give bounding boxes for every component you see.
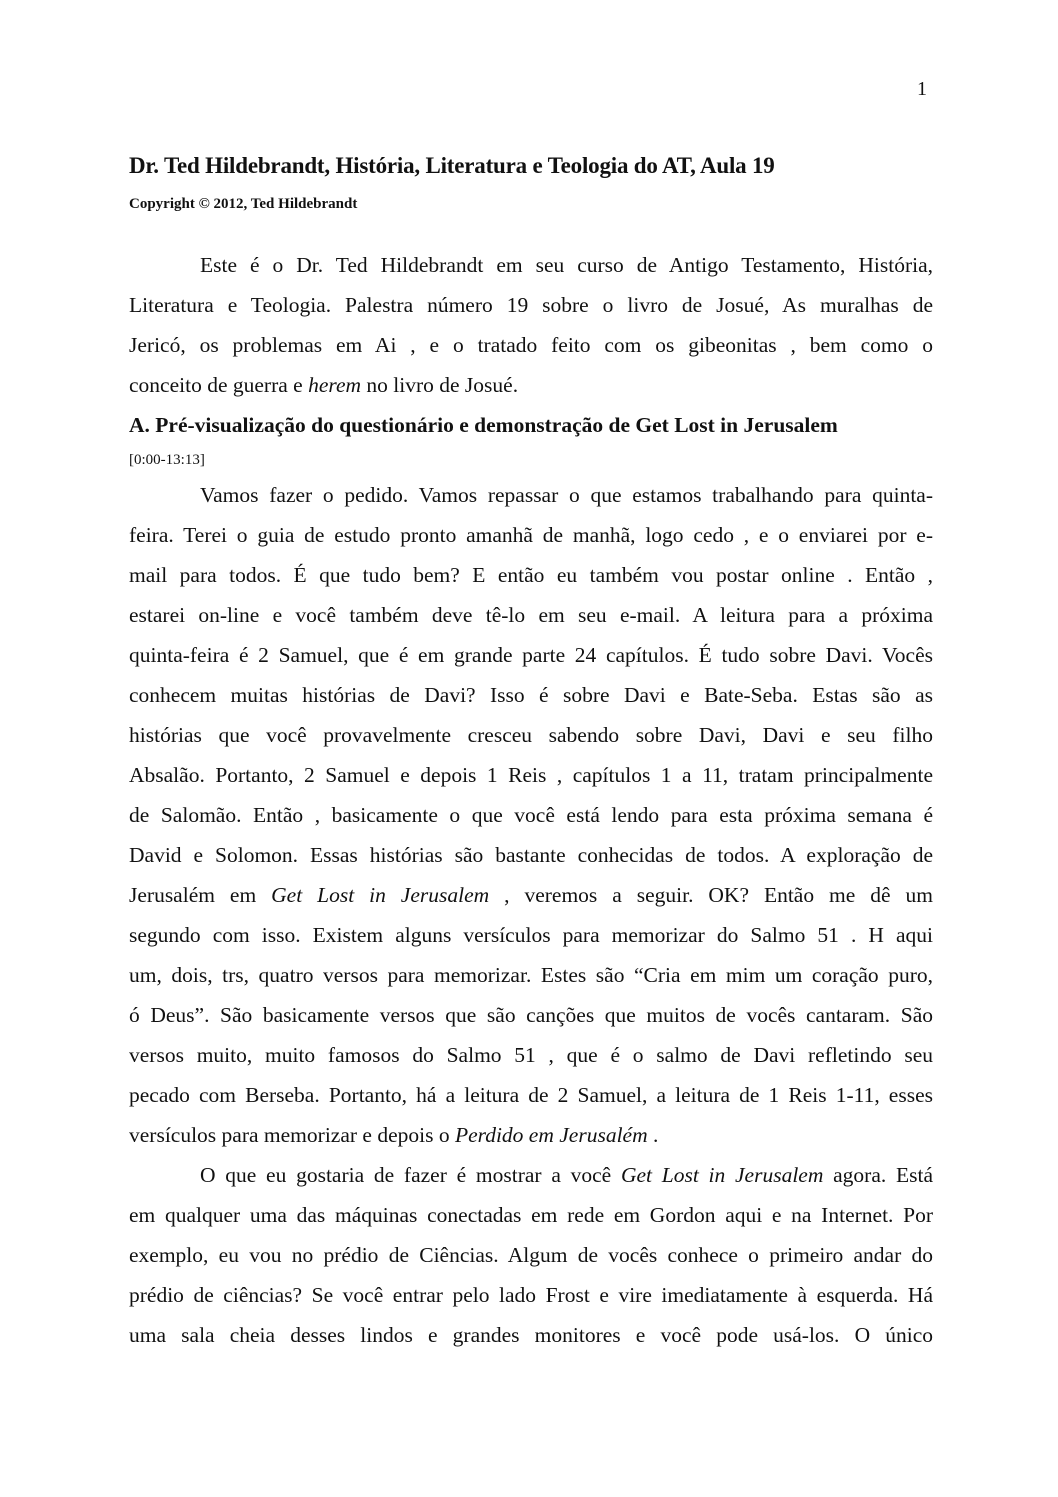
document-title: Dr. Ted Hildebrandt, História, Literatura e Teologia do AT, Aula 19: [129, 153, 775, 178]
text-line: [129, 915, 933, 955]
italic-text: Perdido em Jerusalém: [454, 1123, 648, 1147]
text-segment: de Salomão. Então , basicamente o que você está lendo para esta próxima semana é: [129, 803, 933, 827]
text-segment: uma sala cheia desses lindos e grandes monitores e você pode usá-los. O único: [129, 1323, 933, 1347]
text-segment: versículos para memorizar e depois o: [129, 1123, 455, 1147]
text-segment: conhecem muitas histórias de Davi? Isso é sobre Davi e Bate-Seba. Estas são as: [129, 683, 933, 707]
text-segment: O que eu gostaria de fazer é mostrar a você: [200, 1163, 621, 1187]
text-line: [129, 245, 933, 285]
text-line: [129, 955, 933, 995]
paragraph: [129, 1155, 933, 1355]
text-line: [129, 715, 933, 755]
text-segment: David e Solomon. Essas histórias são bastante conhecidas de todos. A exploração de: [129, 843, 933, 867]
text-line: [129, 1155, 933, 1195]
text-line: [129, 1275, 933, 1315]
italic-text: Get Lost in Jerusalem: [620, 1163, 824, 1187]
text-line: [129, 555, 933, 595]
text-segment: mail para todos. É que tudo bem? E então eu também vou postar online . Então ,: [129, 563, 933, 587]
text-line: [129, 1315, 933, 1355]
text-line: [129, 635, 933, 675]
text-line: [129, 325, 933, 365]
text-segment: um, dois, trs, quatro versos para memorizar. Estes são “Cria em mim um coração puro,: [129, 963, 933, 987]
intro-paragraph: [129, 245, 933, 405]
text-segment: Vamos fazer o pedido. Vamos repassar o que estamos trabalhando para quinta-: [200, 483, 933, 507]
text-segment: em qualquer uma das máquinas conectadas em rede em Gordon aqui e na Internet. Por: [129, 1203, 933, 1227]
document-body: [129, 245, 933, 1355]
text-segment: Absalão. Portanto, 2 Samuel e depois 1 Reis , capítulos 1 a 11, tratam principalmente: [129, 763, 933, 787]
text-segment: exemplo, eu vou no prédio de Ciências. Algum de vocês conhece o primeiro andar do: [129, 1243, 933, 1267]
text-line: [129, 1035, 933, 1075]
text-segment: Este é o Dr. Ted Hildebrandt em seu curso de Antigo Testamento, História,: [200, 253, 933, 277]
text-line: [129, 1195, 933, 1235]
page-number: 1: [917, 78, 927, 100]
text-line: [129, 875, 933, 915]
text-line: [129, 595, 933, 635]
text-segment: prédio de ciências? Se você entrar pelo lado Frost e vire imediatamente à esquerda. Há: [129, 1283, 933, 1307]
text-segment: quinta-feira é 2 Samuel, que é em grande parte 24 capítulos. É tudo sobre Davi. Vocês: [129, 643, 933, 667]
paragraph: [129, 475, 933, 1155]
text-segment: pecado com Berseba. Portanto, há a leitura de 2 Samuel, a leitura de 1 Reis 1-11, esses: [129, 1083, 933, 1107]
text-segment: conceito de guerra e: [129, 373, 309, 397]
text-segment: estarei on-line e você também deve tê-lo em seu e-mail. A leitura para a próxima: [129, 603, 933, 627]
text-segment: feira. Terei o guia de estudo pronto amanhã de manhã, logo cedo , e o enviarei por e-: [129, 523, 933, 547]
text-line: [129, 755, 933, 795]
text-segment: versos muito, muito famosos do Salmo 51 , que é o salmo de Davi refletindo seu: [129, 1043, 933, 1067]
timestamp: [0:00-13:13]: [129, 452, 205, 468]
text-line: [129, 1115, 933, 1155]
text-segment: .: [647, 1123, 659, 1147]
text-segment: segundo com isso. Existem alguns versículos para memorizar do Salmo 51 . H aqui: [129, 923, 933, 947]
text-segment: Literatura e Teologia. Palestra número 19 sobre o livro de Josué, As muralhas de: [129, 293, 933, 317]
text-line: [129, 795, 933, 835]
copyright: Copyright © 2012, Ted Hildebrandt: [129, 196, 358, 212]
text-segment: histórias que você provavelmente cresceu sabendo sobre Davi, Davi e seu filho: [129, 723, 933, 747]
text-segment: no livro de Josué.: [361, 373, 519, 397]
text-line: [129, 835, 933, 875]
italic-text: herem: [308, 373, 362, 397]
text-segment: agora. Está: [823, 1163, 933, 1187]
text-line: [129, 1235, 933, 1275]
text-line: [129, 515, 933, 555]
text-line: [129, 285, 933, 325]
section-heading: A. Pré-visualização do questionário e demonstração de Get Lost in Jerusalem: [129, 413, 838, 437]
text-line: [129, 365, 933, 405]
text-line: [129, 995, 933, 1035]
text-segment: Jericó, os problemas em Ai , e o tratado feito com os gibeonitas , bem como o: [129, 333, 933, 357]
text-line: [129, 475, 933, 515]
text-line: [129, 1075, 933, 1115]
text-segment: ó Deus”. São basicamente versos que são canções que muitos de vocês cantaram. São: [129, 1003, 933, 1027]
text-line: [129, 675, 933, 715]
italic-text: Get Lost in Jerusalem: [271, 883, 490, 907]
text-segment: Jerusalém em: [129, 883, 272, 907]
text-segment: , veremos a seguir. OK? Então me dê um: [489, 883, 933, 907]
